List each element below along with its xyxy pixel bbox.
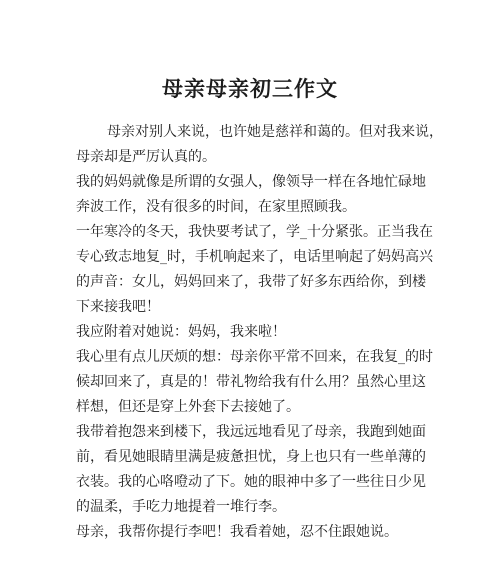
text-line: 前，看见她眼睛里满是疲惫担忧，身上也只有一些单薄的 (76, 449, 426, 465)
text-line: 候却回来了，真是的！带礼物给我有什么用？虽然心里这 (76, 374, 426, 390)
text-line: 母亲却是严厉认真的。 (76, 149, 216, 165)
text-line: 我应附着对她说：妈妈，我来啦！ (76, 324, 286, 340)
text-line: 母亲，我帮你提行李吧！我看着她，忍不住跟她说。 (76, 524, 398, 540)
article-title: 母亲母亲初三作文 (162, 77, 338, 101)
text-line: 下来接我吧！ (76, 299, 160, 315)
text-line: 我的妈妈就像是所谓的女强人，像领导一样在各地忙碌地 (76, 174, 426, 190)
text-line: 我带着抱怨来到楼下，我远远地看见了母亲，我跑到她面 (76, 424, 426, 440)
text-line: 衣装。我的心咯噔动了下。她的眼神中多了一些往日少见 (76, 474, 426, 490)
text-line: 的声音：女儿，妈妈回来了，我带了好多东西给你，到楼 (76, 274, 426, 290)
text-line: 我心里有点儿厌烦的想：母亲你平常不回来，在我复_的时 (76, 349, 433, 365)
text-line: 一年寒冷的冬天，我快要考试了，学_十分紧张。正当我在 (76, 224, 433, 240)
text-line: 奔波工作，没有很多的时间，在家里照顾我。 (76, 199, 356, 215)
text-line: 的温柔，手吃力地提着一堆行李。 (76, 499, 286, 515)
text-line: 专心致志地复_时，手机响起来了，电话里响起了妈妈高兴 (76, 249, 433, 265)
text-line: 样想，但还是穿上外套下去接她了。 (76, 399, 300, 415)
article-body (76, 120, 466, 545)
text-line: 母亲对别人来说，也许她是慈祥和蔼的。但对我来说， (107, 124, 443, 140)
